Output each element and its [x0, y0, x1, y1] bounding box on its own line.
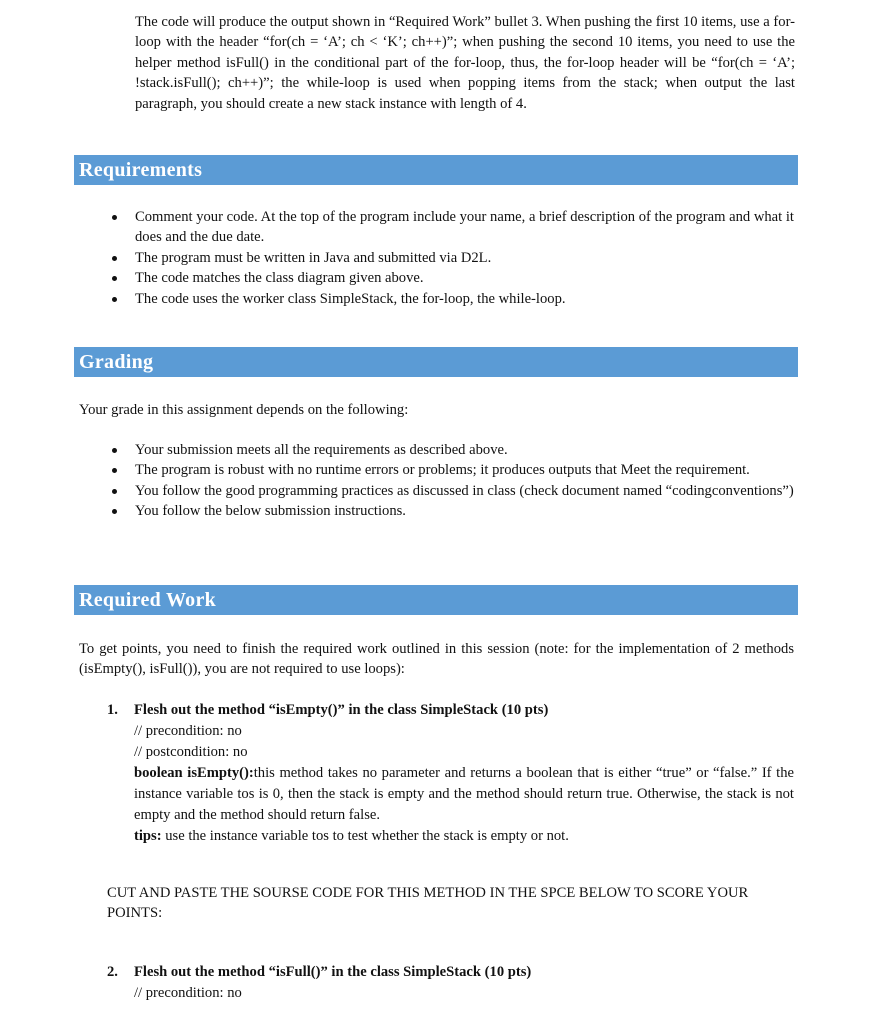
- item-1-tips-text: use the instance variable tos to test whether the stack is empty or not.: [161, 828, 569, 844]
- requirements-heading: Requirements: [74, 155, 798, 185]
- grading-heading: Grading: [74, 347, 798, 377]
- item-2-number: 2.: [107, 964, 118, 980]
- cut-paste-instruction: CUT AND PASTE THE SOURSE CODE FOR THIS METHOD IN THE SPCE BELOW TO SCORE YOUR POINTS:: [107, 885, 749, 922]
- item-1-signature: boolean isEmpty():: [134, 765, 254, 781]
- item-1-block: [134, 700, 794, 847]
- item-1-tips-label: tips:: [134, 828, 162, 844]
- requirements-item: The code uses the worker class SimpleStack, the for-loop, the while-loop.: [112, 289, 802, 309]
- item-1-tips-paragraph: [134, 826, 794, 847]
- item-1-precondition: // precondition: no: [134, 723, 242, 739]
- item-1-number: 1.: [107, 702, 118, 718]
- item-2-title: Flesh out the method “isFull()” in the class SimpleStack (10 pts): [134, 964, 532, 980]
- item-2-precondition: // precondition: no: [134, 985, 242, 1001]
- requirements-list: [112, 207, 802, 309]
- grading-item: The program is robust with no runtime errors or problems; it produces outputs that Meet the requirement.: [112, 460, 755, 480]
- item-1-description: this method takes no parameter and returns a boolean that is either “true” or “false.” If the instance variable tos is 0, then the stack is empty and the method should return true. Otherwise, the stack is not empty and the method should return false.: [134, 765, 794, 823]
- intro-paragraph: The code will produce the output shown in “Required Work” bullet 3. When pushing the first 10 items, use a for-loop with the header “for(ch = ‘A’; ch < ‘K’; ch++)”; when pushing the second 10 items, you need to use the helper method isFull() in the conditional part of the for-loop, thus, the for-loop header will be “for(ch = ‘A’; !stack.isFull(); ch++)”; the while-loop is used when popping items from the stack; when output the last paragraph, you should create a new stack instance with length of 4.: [135, 14, 795, 112]
- item-1-description-paragraph: [134, 763, 794, 826]
- requirements-item: The program must be written in Java and submitted via D2L.: [112, 248, 802, 268]
- required-work-intro: To get points, you need to finish the required work outlined in this session (note: for the implementation of 2 methods (isEmpty(), isFull()), you are not required to use loops):: [79, 641, 794, 678]
- grading-item: You follow the good programming practices as discussed in class (check document named “codingconventions”): [112, 481, 802, 501]
- grading-item: Your submission meets all the requirements as described above.: [112, 440, 802, 460]
- grading-item: You follow the below submission instructions.: [112, 501, 802, 521]
- item-2-block: [134, 962, 794, 1004]
- required-work-heading: Required Work: [74, 585, 798, 615]
- item-1-postcondition: // postcondition: no: [134, 744, 248, 760]
- requirements-item: The code matches the class diagram given above.: [112, 268, 802, 288]
- grading-intro: Your grade in this assignment depends on the following:: [79, 402, 409, 418]
- requirements-item: Comment your code. At the top of the program include your name, a brief description of the program and what it does and the due date.: [112, 207, 802, 248]
- grading-list: [112, 440, 802, 522]
- item-1-title: Flesh out the method “isEmpty()” in the class SimpleStack (10 pts): [134, 702, 549, 718]
